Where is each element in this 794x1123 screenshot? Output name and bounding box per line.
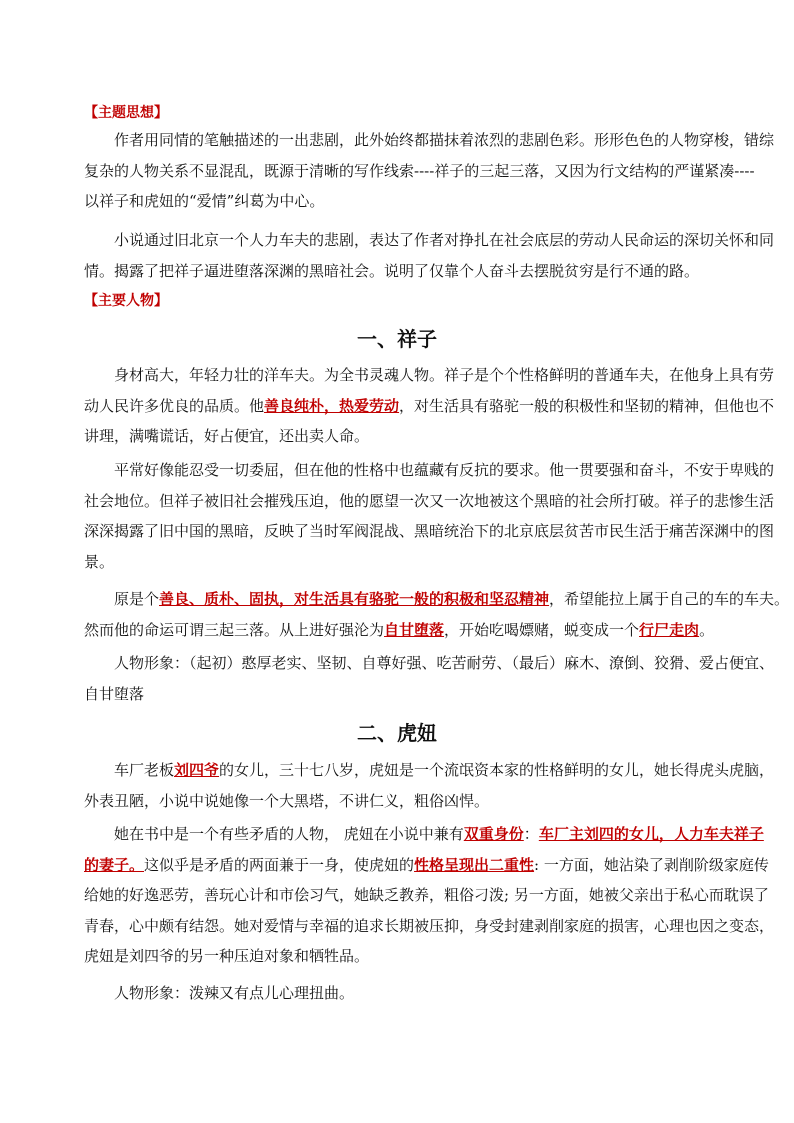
text-line: 平常好像能忍受一切委屈，但在他的性格中也蕴藏有反抗的要求。他一贯要强和奋斗，不安于卑贱的 xyxy=(114,461,775,479)
text-line: 深深揭露了旧中国的黑暗，反映了当时军阀混战、黑暗统治下的北京底层贫苦市民生活于痛苦深渊中的图 xyxy=(84,522,775,540)
highlighted-phrase: 双重身份 xyxy=(463,825,524,843)
xiangzi-paragraph-2 xyxy=(84,455,775,577)
theme-section-tag: 【主题思想】 xyxy=(84,105,168,121)
xiangzi-paragraph-4 xyxy=(84,648,775,709)
text-line: 小说通过旧北京一个人力车夫的悲剧，表达了作者对挣扎在社会底层的劳动人民命运的深切关怀和同 xyxy=(114,231,775,249)
text-line: 社会地位。但祥子被旧社会摧残压迫，他的愿望一次又一次地被这个黑暗的社会所打破。祥子的悲惨生活 xyxy=(84,491,775,510)
text-segment: ，对生活具有骆驼一般的积极性和坚韧的精神，但他也不 xyxy=(399,396,775,415)
text-segment: : 一方面，她沾染了剥削阶级家庭传 xyxy=(534,855,769,874)
text-segment: ，开始吃喝嫖赌，蜕变成一个 xyxy=(444,620,640,639)
text-segment: 车厂老板 xyxy=(114,761,175,779)
text-line: 外表丑陋，小说中说她像一个大黑塔，不讲仁义，粗俗凶悍。 xyxy=(84,791,490,810)
text-line: 自甘堕落 xyxy=(84,684,145,703)
huniu-paragraph-1 xyxy=(84,755,775,816)
text-line: 复杂的人物关系不显混乱，既源于清晰的写作线索----祥子的三起三落，又因为行文结构的严谨紧凑---- xyxy=(84,161,755,180)
text-line: 以祥子和虎妞的“爱情”纠葛为中心。 xyxy=(84,192,325,210)
text-segment: 动人民许多优良的品质。他 xyxy=(84,396,265,415)
huniu-paragraph-2 xyxy=(84,819,775,972)
text-segment: 她在书中是一个有些矛盾的人物， 虎妞在小说中兼有 xyxy=(114,825,464,843)
text-segment: 原是个 xyxy=(114,590,160,608)
text-segment: ，希望能拉上属于自己的车的车夫。 xyxy=(549,590,790,608)
huniu-paragraph-3 xyxy=(84,978,724,1009)
text-line: 人物形象：泼辣又有点儿心理扭曲。 xyxy=(114,984,355,1002)
highlighted-phrase: 车厂主刘四的女儿，人力车夫祥子 xyxy=(538,825,764,843)
highlighted-phrase: 刘四爷 xyxy=(174,761,220,779)
xiangzi-paragraph-3 xyxy=(84,584,790,645)
text-segment: 这似乎是矛盾的两面兼于一身，使虎妞的 xyxy=(144,855,415,874)
highlighted-phrase: 性格呈现出二重性 xyxy=(414,855,535,874)
text-segment: 的女儿，三十七八岁，虎妞是一个流氓资本家的性格鲜明的女儿，她长得虎头虎脑， xyxy=(219,761,775,779)
highlighted-phrase: 的妻子。 xyxy=(84,855,145,874)
text-line: 情。揭露了把祥子逼进堕落深渊的黑暗社会。说明了仅靠个人奋斗去摆脱贫穷是行不通的路。 xyxy=(84,261,700,280)
text-segment: ： xyxy=(523,825,539,843)
text-line: 讲理，满嘴谎话，好占便宜，还出卖人命。 xyxy=(84,427,370,445)
text-line: 虎妞是刘四爷的另一种压迫对象和牺牲品。 xyxy=(84,947,370,965)
highlighted-phrase: 善良、质朴、固执，对生活具有骆驼一般的积极和坚忍精神 xyxy=(159,590,550,608)
text-segment: 然而他的命运可谓三起三落。从上进好强沦为 xyxy=(84,620,385,639)
text-line: 作者用同情的笔触描述的一出悲剧，此外始终都描抹着浓烈的悲剧色彩。形形色色的人物穿梭，错综 xyxy=(114,131,775,149)
highlighted-phrase: 自甘堕落 xyxy=(384,620,445,639)
theme-paragraph-2 xyxy=(84,225,775,286)
xiangzi-paragraph-1 xyxy=(84,360,775,452)
highlighted-phrase: 行尸走肉 xyxy=(639,620,700,639)
text-line: 人物形象：（起初）憨厚老实、坚韧、自尊好强、吃苦耐劳、（最后）麻木、潦倒、狡猾、爱占便宜、 xyxy=(114,654,775,672)
text-segment: 。 xyxy=(699,620,715,639)
theme-paragraph-1 xyxy=(84,125,775,217)
characters-section-tag: 【主要人物】 xyxy=(84,293,168,309)
heading-xiangzi: 一、祥子 xyxy=(357,327,437,351)
text-line: 身材高大，年轻力壮的洋车夫。为全书灵魂人物。祥子是个个性格鲜明的普通车夫，在他身上具有劳 xyxy=(114,366,775,384)
heading-huniu: 二、虎妞 xyxy=(357,721,437,745)
text-line: 景。 xyxy=(84,552,115,571)
highlighted-phrase: 善良纯朴，热爱劳动 xyxy=(264,396,400,415)
text-line: 青春，心中颇有结怨。她对爱情与幸福的追求长期被压抑，身受封建剥削家庭的损害，心理也因之变态， xyxy=(84,916,775,935)
text-line: 给她的好逸恶劳，善玩心计和市侩习气，她缺乏教养，粗俗刁泼; 另一方面，她被父亲出于私心而耽误了 xyxy=(84,886,769,904)
